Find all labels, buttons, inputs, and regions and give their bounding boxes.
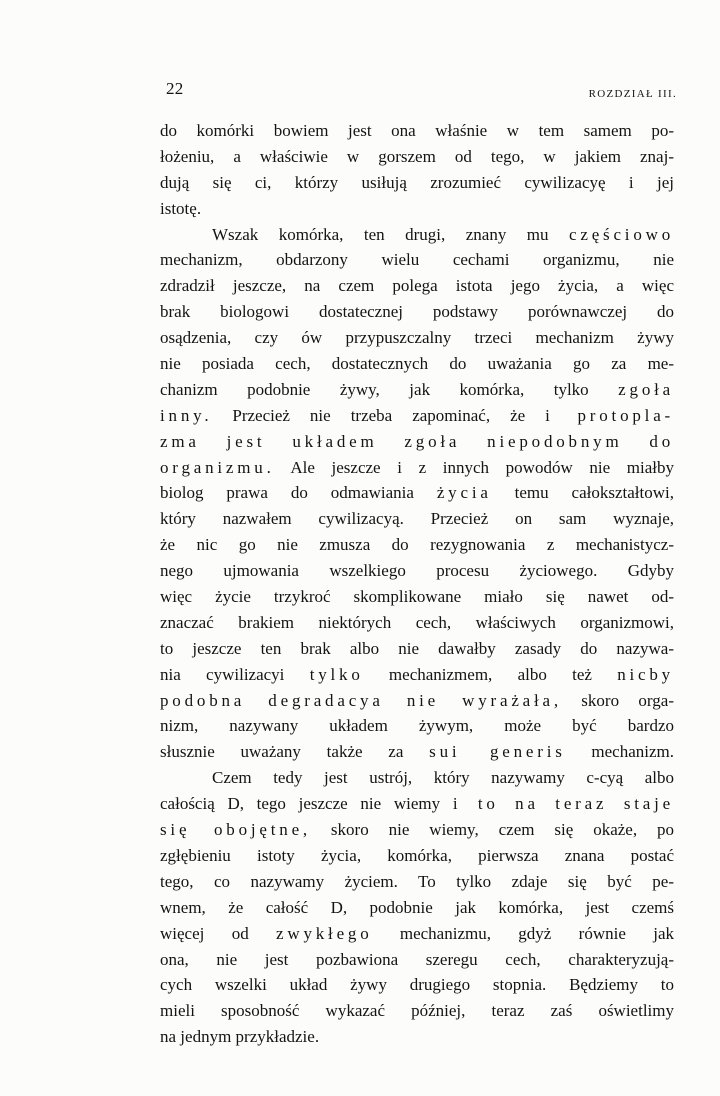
text-line (160, 429, 674, 455)
text-line (160, 739, 674, 765)
spaced-emphasis: inny. (160, 405, 213, 425)
text-segment: słusznie uważany także za (160, 742, 430, 762)
text-segment: temu całokształtowi, (491, 483, 674, 503)
text-segment: skoro orga- (561, 690, 674, 710)
text-segment: na jednym przykładzie. (160, 1027, 320, 1047)
text-line (160, 247, 674, 273)
spaced-emphasis: nicby (617, 664, 674, 684)
spaced-emphasis: się obojętne, (160, 820, 311, 840)
text-line (160, 170, 674, 196)
running-head: ROZDZIAŁ III. (588, 88, 677, 100)
text-line (160, 765, 674, 791)
text-line (160, 843, 674, 869)
text-line (160, 377, 674, 403)
text-segment: zdradził jeszcze, na czem polega istota jego życia, a więc (160, 276, 674, 296)
text-segment: nia cywilizacyi (160, 664, 310, 684)
text-segment: znaczać brakiem niektórych cech, właściwych organizmowi, (160, 612, 674, 632)
text-line (160, 299, 674, 325)
text-segment: całością D, tego jeszcze nie wiemy (160, 794, 453, 814)
spaced-emphasis: życia (436, 483, 492, 503)
text-segment: zgłębieniu istoty życia, komórka, pierwsza znana postać (160, 845, 674, 865)
text-line (160, 558, 674, 584)
spaced-emphasis: zma jest układem zgoła niepodobnym do (160, 431, 674, 451)
text-segment: Przecież nie trzeba zapominać, że (212, 405, 546, 425)
page-number: 22 (166, 79, 184, 98)
text-segment: to jeszcze ten brak albo nie dawałby zasady do nazywa- (160, 638, 674, 658)
text-segment: chanizm podobnie żywy, jak komórka, tylko (160, 379, 619, 399)
text-segment: biolog prawa do odmawiania (160, 483, 437, 503)
text-line (160, 817, 674, 843)
spaced-emphasis: organizmu. (160, 457, 275, 477)
text-segment: mieli sposobność wykazać później, teraz zaś oświetlimy (160, 1001, 674, 1021)
text-segment: Wszak komórka, ten drugi, znany mu (212, 224, 569, 244)
text-line (160, 273, 674, 299)
text-line (160, 662, 674, 688)
text-line (160, 636, 674, 662)
text-segment: nie posiada cech, dostatecznych do uważania go za me- (160, 354, 674, 374)
text-segment: mechanizm. (565, 742, 674, 762)
text-segment: osądzenia, czy ów przypuszczalny trzeci mechanizm żywy (160, 328, 674, 348)
text-line (160, 118, 674, 144)
spaced-emphasis: zwykłego (276, 923, 373, 943)
text-line (160, 610, 674, 636)
spaced-emphasis: i protopla- (545, 405, 675, 425)
text-line (160, 532, 674, 558)
text-segment: mechanizmem, albo też (363, 664, 618, 684)
text-line (160, 1024, 674, 1050)
text-line (160, 791, 674, 817)
text-segment: Czem tedy jest ustrój, który nazywamy c-cyą albo (212, 768, 674, 788)
text-segment: więc życie trzykroć skomplikowane miało się nawet od- (160, 587, 674, 607)
text-line (160, 144, 674, 170)
text-segment: który nazwałem cywilizacyą. Przecież on sam wyznaje, (160, 509, 674, 529)
text-segment: mechanizmu, gdyż równie jak (372, 923, 674, 943)
text-line (160, 947, 674, 973)
text-line (160, 713, 674, 739)
text-segment: nego ujmowania wszelkiego procesu życiowego. Gdyby (160, 561, 674, 581)
text-line (160, 869, 674, 895)
text-segment: tego, co nazywamy życiem. To tylko zdaje się być pe- (160, 871, 674, 891)
text-line (160, 895, 674, 921)
text-segment: cych wszelki układ żywy drugiego stopnia. Będziemy to (160, 975, 674, 995)
text-line (160, 921, 674, 947)
text-line (160, 506, 674, 532)
spaced-emphasis: podobna degradacya nie wyrażała, (160, 690, 562, 710)
text-segment: dują się ci, którzy usiłują zrozumieć cywilizacyę i jej (160, 172, 674, 192)
text-segment: do komórki bowiem jest ona właśnie w tem samem po- (160, 121, 674, 140)
spaced-emphasis: zgoła (618, 379, 674, 399)
text-line (160, 455, 674, 481)
text-segment: nizm, nazywany układem żywym, może być bardzo (160, 716, 674, 736)
text-segment: istotę. (160, 198, 202, 218)
text-segment: że nic go nie zmusza do rezygnowania z mechanistycz- (160, 535, 674, 555)
text-line (160, 584, 674, 610)
text-line (160, 196, 674, 222)
text-line (160, 688, 674, 714)
text-segment: Ale jeszcze i z innych powodów nie miałby (274, 457, 674, 477)
spaced-emphasis: częściowo (569, 224, 674, 244)
text-segment: ona, nie jest pozbawiona szeregu cech, charakteryzują- (160, 949, 674, 969)
text-line (160, 403, 674, 429)
text-line (160, 972, 674, 998)
spaced-emphasis: i to na teraz staje (452, 794, 674, 814)
text-segment: więcej od (160, 923, 277, 943)
body-text (160, 118, 674, 1050)
text-segment: brak biologowi dostatecznej podstawy porównawczej do (160, 302, 674, 322)
text-segment: wnem, że całość D, podobnie jak komórka, jest czemś (160, 897, 674, 917)
text-line (160, 325, 674, 351)
spaced-emphasis: tylko (309, 664, 364, 684)
text-segment: mechanizm, obdarzony wielu cechami organizmu, nie (160, 250, 674, 270)
spaced-emphasis: sui generis (429, 742, 566, 762)
text-line (160, 480, 674, 506)
text-segment: łożeniu, a właściwie w gorszem od tego, w jakiem znaj- (160, 146, 674, 166)
text-line (160, 351, 674, 377)
text-line (160, 998, 674, 1024)
text-line (160, 222, 674, 248)
text-segment: skoro nie wiemy, czem się okaże, po (311, 820, 675, 840)
